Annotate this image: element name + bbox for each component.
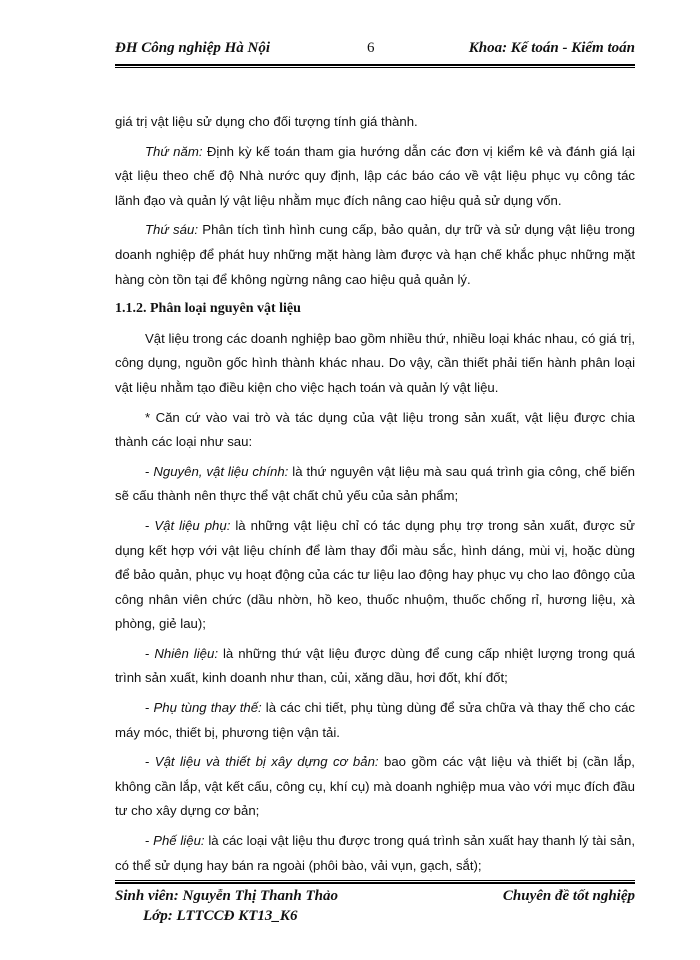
footer-rule <box>115 882 635 884</box>
paragraph: Vật liệu trong các doanh nghiệp bao gồm nhiều thứ, nhiều loại khác nhau, có giá trị, công dụng, nguồn gốc hình thành khác nhau. Do vậy, cần thiết phải tiến hành phân loại vật liệu nhằm tạo điều kiện cho việc hạch toán và quản lý vật liệu. <box>115 330 635 395</box>
page-header <box>115 40 635 62</box>
item-lead: Nguyên, vật liệu chính: <box>153 463 289 479</box>
footer-rule-thin <box>115 880 635 881</box>
header-rule-thin <box>115 67 635 68</box>
footer-class: Lớp: LTTCCĐ KT13_K6 <box>143 908 298 924</box>
list-item: - Phế liệu: là các loại vật liệu thu được trong quá trình sản xuất hay thanh lý tài sản, có thể sử dụng hay bán ra ngoài (phôi bào, vải vụn, gạch, sắt); <box>115 833 635 873</box>
item-text: bao gồm các vật liệu và thiết bị (cần lắp, không cần lắp, vật kết cấu, công cụ, khí cụ) mà doanh nghiệp mua vào với mục đích đầu tư cho xây dựng cơ bản; <box>115 754 635 819</box>
document-body <box>115 110 635 883</box>
item-lead: Nhiên liệu: <box>154 645 218 661</box>
item-text: là các loại vật liệu thu được trong quá trình sản xuất hay thanh lý tài sản, có thể sử dụng hay bán ra ngoài (phôi bào, vải vụn, gạch, sắt); <box>115 833 635 873</box>
paragraph <box>115 218 635 292</box>
paragraph <box>115 140 635 214</box>
section-heading: 1.1.2. Phân loại nguyên vật liệu <box>115 301 301 317</box>
paragraph-lead: Thứ sáu: <box>145 222 198 238</box>
item-text: là những vật liệu chỉ có tác dụng phụ trợ trong sản xuất, được sử dụng kết hợp với vật liệu chính để làm thay đổi màu sắc, hình dáng, mùi vị, hoặc dùng để bảo quản, phục vụ hoạt động của các tư liệu lao động hay phục vụ cho lao đôngọ của công nhân viên chức (dầu nhờn, hồ keo, thuốc nhuộm, thuốc chống rỉ, hương liệu, xà phòng, giẻ lau); <box>115 517 635 632</box>
item-lead: Vật liệu phụ: <box>154 517 231 533</box>
header-rule <box>115 64 635 66</box>
item-lead: Vật liệu và thiết bị xây dựng cơ bản: <box>154 754 379 770</box>
item-text: là các chi tiết, phụ tùng dùng để sửa chữa và thay thế cho các máy móc, thiết bị, phương tiện vận tải. <box>115 700 635 740</box>
paragraph: * Căn cứ vào vai trò và tác dụng của vật liệu trong sản xuất, vật liệu được chia thành các loại như sau: <box>115 409 635 450</box>
list-item: - Vật liệu và thiết bị xây dựng cơ bản: bao gồm các vật liệu và thiết bị (cần lắp, không cần lắp, vật kết cấu, công cụ, khí cụ) mà doanh nghiệp mua vào với mục đích đầu tư cho xây dựng cơ bản; <box>115 754 635 819</box>
list-item: - Phụ tùng thay thế: là các chi tiết, phụ tùng dùng để sửa chữa và thay thế cho các máy móc, thiết bị, phương tiện vận tải. <box>115 700 635 740</box>
footer-report-type: Chuyên đề tốt nghiệp <box>502 888 635 904</box>
paragraph-text: Định kỳ kế toán tham gia hướng dẫn các đơn vị kiểm kê và đánh giá lại vật liệu theo chế độ Nhà nước quy định, lập các báo cáo về vật liệu phục vụ công tác lãnh đạo và quản lý vật liệu nhằm mục đích nâng cao hiệu quả sử dụng vốn. <box>115 143 635 208</box>
page-number: 6 <box>367 40 375 56</box>
list-item: - Nhiên liệu: là những thứ vật liệu được dùng để cung cấp nhiệt lượng trong quá trình sản xuất, kinh doanh như than, củi, xăng dầu, hơi đốt, khí đốt; <box>115 645 636 686</box>
list-item: - Nguyên, vật liệu chính: là thứ nguyên vật liệu mà sau quá trình gia công, chế biến sẽ cấu thành nên thực thể vật chất chủ yếu của sản phẩm; <box>115 463 636 504</box>
footer-student: Sinh viên: Nguyễn Thị Thanh Thảo <box>115 888 338 904</box>
item-text: là những thứ vật liệu được dùng để cung cấp nhiệt lượng trong quá trình sản xuất, kinh doanh như than, củi, xăng dầu, hơi đốt, khí đốt; <box>115 645 636 686</box>
header-university: ĐH Công nghiệp Hà Nội <box>115 40 271 56</box>
paragraph-text: Phân tích tình hình cung cấp, bảo quản, dự trữ và sử dụng vật liệu trong doanh nghiệp để phát huy những mặt hàng làm được và hạn chế khắc phục những mặt hàng còn tồn tại để không ngừng nâng cao hiệu quả quản lý. <box>115 222 635 287</box>
item-text: là thứ nguyên vật liệu mà sau quá trình gia công, chế biến sẽ cấu thành nên thực thể vật chất chủ yếu của sản phẩm; <box>115 463 636 504</box>
list-item: - Vật liệu phụ: là những vật liệu chỉ có tác dụng phụ trợ trong sản xuất, được sử dụng kết hợp với vật liệu chính để làm thay đổi màu sắc, hình dáng, mùi vị, hoặc dùng để bảo quản, phục vụ hoạt động của các tư liệu lao động hay phục vụ cho lao đôngọ của công nhân viên chức (dầu nhờn, hồ keo, thuốc nhuộm, thuốc chống rỉ, hương liệu, xà phòng, giẻ lau); <box>115 517 635 632</box>
paragraph-lead: Thứ năm: <box>145 143 203 159</box>
item-lead: Phế liệu: <box>153 833 205 849</box>
paragraph: giá trị vật liệu sử dụng cho đối tượng tính giá thành. <box>115 114 418 129</box>
page-footer <box>115 886 635 926</box>
header-faculty: Khoa: Kế toán - Kiểm toán <box>468 40 635 56</box>
item-lead: Phụ tùng thay thế: <box>153 700 262 716</box>
